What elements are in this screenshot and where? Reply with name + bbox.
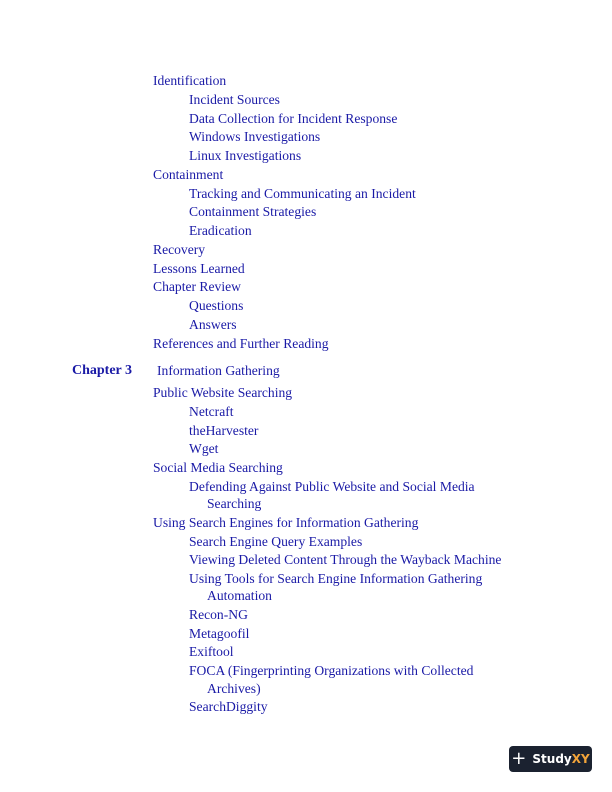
toc-link-netcraft[interactable]: Netcraft: [189, 404, 234, 419]
toc-link-data-collection[interactable]: Data Collection for Incident Response: [189, 111, 398, 126]
badge-xy-text: XY: [571, 752, 590, 766]
toc-link-wayback[interactable]: Viewing Deleted Content Through the Wayback Machine: [189, 552, 502, 567]
chapter-number: Chapter 3: [72, 363, 133, 378]
toc-link-recon-ng[interactable]: Recon-NG: [189, 607, 248, 622]
toc-link-linux-investigations[interactable]: Linux Investigations: [189, 148, 302, 163]
toc-link-metagoofil[interactable]: Metagoofil: [189, 626, 250, 641]
toc-link-tools[interactable]: Using Tools for Search Engine Information Gathering: [189, 571, 483, 586]
toc-link-query-examples[interactable]: Search Engine Query Examples: [189, 534, 363, 549]
toc-link-search-engines[interactable]: Using Search Engines for Information Gathering: [153, 515, 419, 530]
toc-link-lessons-learned[interactable]: Lessons Learned: [153, 261, 245, 276]
toc-link-containment-strategies[interactable]: Containment Strategies: [189, 204, 317, 219]
badge-study-text: Study: [532, 752, 572, 766]
toc-link-chapter-review[interactable]: Chapter Review: [153, 279, 241, 294]
toc-link-answers[interactable]: Answers: [189, 317, 237, 332]
toc-link-theharvester[interactable]: theHarvester: [189, 423, 259, 438]
toc-link-incident-sources[interactable]: Incident Sources: [189, 92, 280, 107]
toc-link-eradication[interactable]: Eradication: [189, 223, 252, 238]
toc-link-social-media[interactable]: Social Media Searching: [153, 460, 283, 475]
toc-link-identification[interactable]: Identification: [153, 73, 227, 88]
toc-link-defending-cont[interactable]: Searching: [207, 496, 262, 511]
toc-link-foca[interactable]: FOCA (Fingerprinting Organizations with Collected: [189, 663, 474, 678]
toc-link-exiftool[interactable]: Exiftool: [189, 644, 234, 659]
toc-link-searchdiggity[interactable]: SearchDiggity: [189, 699, 268, 714]
toc-link-foca-cont[interactable]: Archives): [207, 681, 261, 696]
studyxy-badge[interactable]: [509, 746, 592, 772]
toc-link-wget[interactable]: Wget: [189, 441, 219, 456]
toc-link-chapter-title[interactable]: Information Gathering: [157, 363, 280, 378]
toc-link-questions[interactable]: Questions: [189, 298, 244, 313]
toc-link-defending[interactable]: Defending Against Public Website and Social Media: [189, 479, 475, 494]
toc-link-tracking[interactable]: Tracking and Communicating an Incident: [189, 186, 416, 201]
toc-link-tools-cont[interactable]: Automation: [207, 588, 272, 603]
toc-link-public-website[interactable]: Public Website Searching: [153, 385, 293, 400]
toc-link-references[interactable]: References and Further Reading: [153, 336, 329, 351]
toc-link-containment[interactable]: Containment: [153, 167, 224, 182]
toc-link-windows-investigations[interactable]: Windows Investigations: [189, 129, 321, 144]
plus-icon: +: [511, 748, 527, 769]
toc-link-recovery[interactable]: Recovery: [153, 242, 206, 257]
